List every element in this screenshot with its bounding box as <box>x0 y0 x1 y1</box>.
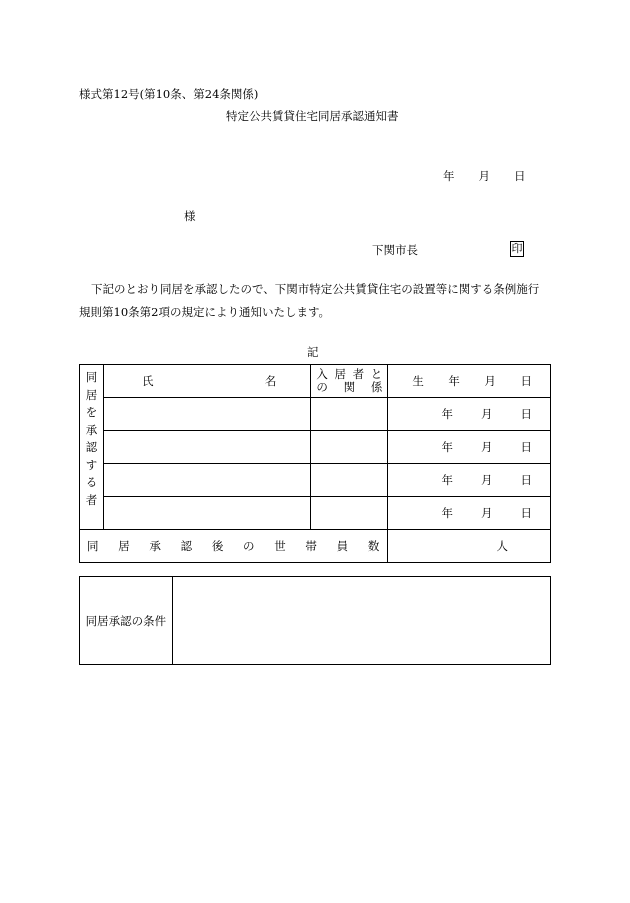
seal-icon: 印 <box>511 242 523 255</box>
conditions-field[interactable] <box>172 577 550 665</box>
cohabitant-table <box>79 364 551 563</box>
household-count-field[interactable] <box>388 530 551 563</box>
name-cell[interactable] <box>103 398 310 431</box>
date-day: 日 <box>514 169 526 183</box>
household-unit: 人 <box>496 539 508 553</box>
conditions-label: 同居承認の条件 <box>80 577 173 665</box>
date-month: 月 <box>478 169 490 183</box>
relation-cell[interactable] <box>311 497 388 530</box>
birthdate-cell[interactable]: 年 月 日 <box>388 431 551 464</box>
relation-cell[interactable] <box>311 431 388 464</box>
form-number: 様式第12号(第10条、第24条関係) <box>79 87 259 101</box>
date-line <box>443 168 526 184</box>
addressee-suffix: 様 <box>184 209 196 223</box>
birthdate-cell[interactable]: 年 月 日 <box>388 497 551 530</box>
date-year: 年 <box>443 169 455 183</box>
header-relation: 入 居 者 と の 関 係 <box>311 365 388 398</box>
seal-mark <box>510 241 524 257</box>
name-cell[interactable] <box>103 497 310 530</box>
relation-cell[interactable] <box>311 398 388 431</box>
document-title: 特定公共賃貸住宅同居承認通知書 <box>226 109 399 123</box>
name-cell[interactable] <box>103 464 310 497</box>
body-line-2: 規則第10条第2項の規定により通知いたします。 <box>79 305 331 319</box>
conditions-table <box>79 576 551 665</box>
header-name: 氏 名 <box>103 365 310 398</box>
header-birthdate: 生 年 月 日 <box>388 365 551 398</box>
birthdate-cell[interactable]: 年 月 日 <box>388 464 551 497</box>
birthdate-cell[interactable]: 年 月 日 <box>388 398 551 431</box>
relation-cell[interactable] <box>311 464 388 497</box>
ki-label: 記 <box>307 345 319 359</box>
household-count-label: 同 居 承 認 後 の 世 帯 員 数 <box>80 530 388 563</box>
issuer: 下関市長 <box>372 243 418 257</box>
name-cell[interactable] <box>103 431 310 464</box>
cohabitant-side-label: 同 居 を 承 認 す る 者 <box>80 365 104 530</box>
body-line-1: 下記のとおり同居を承認したので、下関市特定公共賃貸住宅の設置等に関する条例施行 <box>91 282 540 296</box>
